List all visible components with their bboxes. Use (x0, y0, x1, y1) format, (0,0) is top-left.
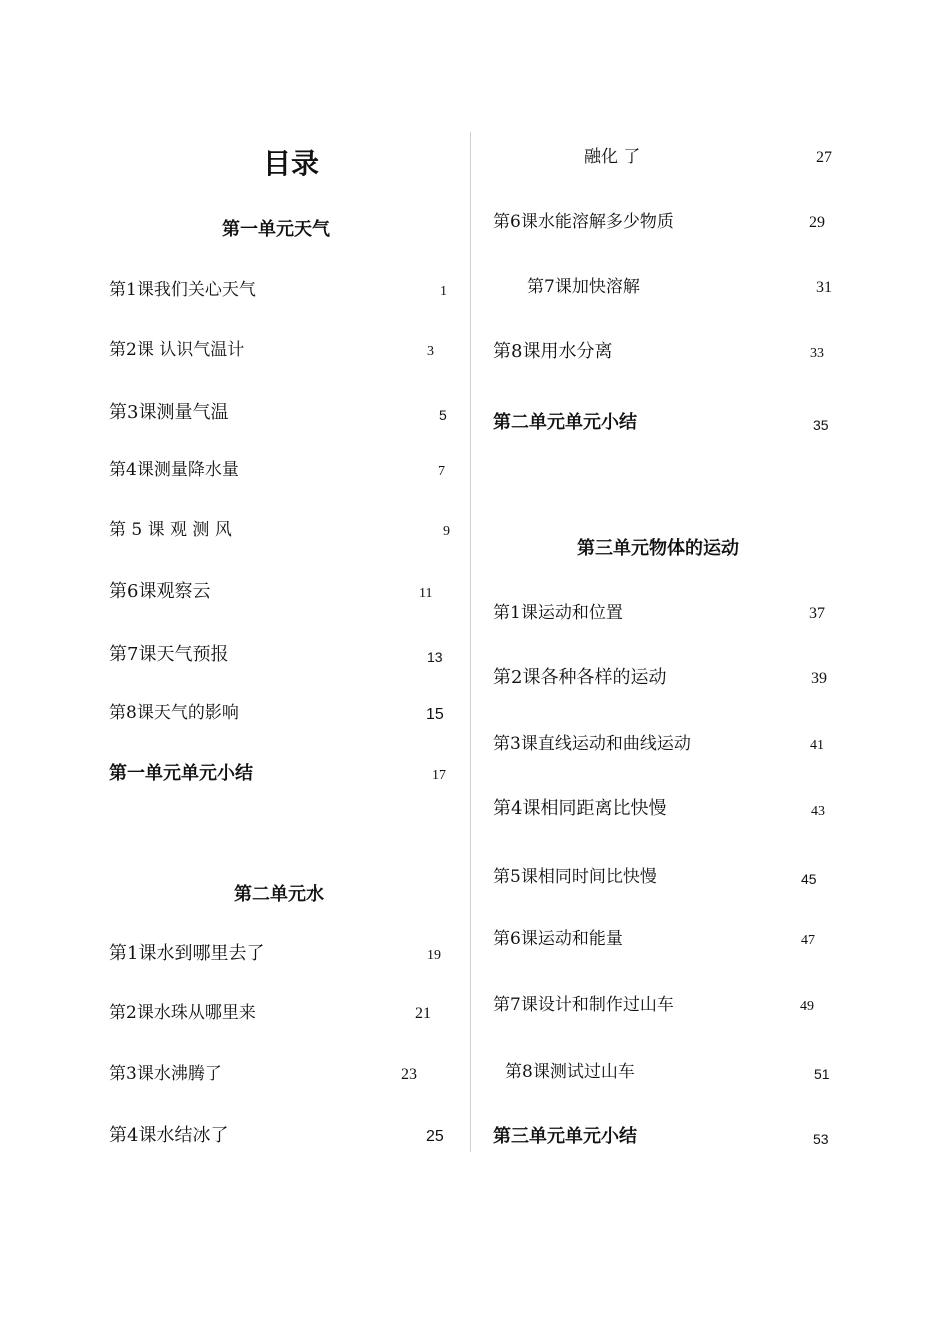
toc-item-label[interactable]: 第4课水结冰了 (109, 1125, 229, 1146)
toc-item-page: 29 (809, 214, 825, 231)
toc-item-label[interactable]: 第4课测量降水量 (109, 460, 239, 480)
toc-item-page: 27 (816, 149, 832, 166)
toc-item-label[interactable]: 第1课我们关心天气 (109, 280, 256, 300)
toc-item-label[interactable]: 第2课各种各样的运动 (493, 667, 667, 688)
toc-item-label[interactable]: 第7课加快溶解 (527, 277, 640, 297)
toc-item-label[interactable]: 第8课测试过山车 (505, 1062, 635, 1082)
toc-item-label[interactable]: 第7课设计和制作过山车 (493, 995, 674, 1015)
toc-item-page: 1 (440, 284, 447, 299)
toc-item-page: 11 (419, 586, 433, 601)
toc-item-label[interactable]: 第2课水珠从哪里来 (109, 1003, 256, 1023)
toc-item-label[interactable]: 第3课水沸腾了 (109, 1064, 222, 1084)
toc-item-label[interactable]: 第5课相同时间比快慢 (493, 867, 657, 887)
toc-item-page: 49 (800, 999, 814, 1014)
toc-item-label[interactable]: 第1课运动和位置 (493, 603, 623, 623)
unit-heading-2: 第二单元水 (234, 884, 324, 905)
toc-item-page: 19 (427, 948, 441, 963)
toc-item-page: 3 (427, 344, 434, 359)
toc-item-label[interactable]: 第 5 课 观 测 风 (109, 520, 232, 540)
toc-item-page: 41 (810, 738, 824, 753)
toc-item-label[interactable]: 第三单元单元小结 (493, 1126, 637, 1147)
toc-item-page: 15 (426, 706, 444, 723)
toc-item-page: 47 (801, 933, 815, 948)
toc-item-page: 23 (401, 1066, 417, 1083)
toc-item-page: 21 (415, 1005, 431, 1022)
column-divider (470, 132, 471, 1152)
toc-item-label[interactable]: 第4课相同距离比快慢 (493, 798, 667, 819)
toc-item-label[interactable]: 第二单元单元小结 (493, 412, 637, 433)
toc-item-label[interactable]: 第2课 认识气温计 (109, 340, 245, 360)
toc-item-page: 25 (426, 1128, 444, 1145)
toc-item-label[interactable]: 第3课直线运动和曲线运动 (493, 734, 691, 754)
toc-item-page: 13 (427, 649, 443, 665)
toc-item-label[interactable]: 第1课水到哪里去了 (109, 943, 265, 964)
toc-item-label[interactable]: 融化 了 (584, 147, 641, 167)
toc-item-label[interactable]: 第6课运动和能量 (493, 929, 623, 949)
toc-item-page: 9 (443, 524, 450, 539)
toc-item-page: 51 (814, 1066, 830, 1082)
toc-item-page: 45 (801, 871, 817, 887)
toc-item-page: 5 (439, 407, 447, 423)
page-title: 目录 (263, 147, 320, 180)
toc-item-page: 39 (811, 670, 827, 687)
toc-item-label[interactable]: 第6课水能溶解多少物质 (493, 212, 674, 232)
toc-item-label[interactable]: 第8课用水分离 (493, 341, 613, 362)
unit-heading-3: 第三单元物体的运动 (577, 538, 739, 559)
toc-item-label[interactable]: 第8课天气的影响 (109, 703, 239, 723)
toc-item-label[interactable]: 第7课天气预报 (109, 644, 229, 665)
toc-item-label[interactable]: 第6课观察云 (109, 581, 211, 602)
toc-item-page: 17 (432, 768, 446, 783)
toc-item-page: 31 (816, 279, 832, 296)
toc-item-page: 53 (813, 1131, 829, 1147)
unit-heading-1: 第一单元天气 (222, 219, 330, 240)
toc-item-page: 37 (809, 605, 825, 622)
toc-item-label[interactable]: 第3课测量气温 (109, 402, 229, 423)
toc-item-page: 35 (813, 417, 829, 433)
toc-item-page: 43 (811, 804, 825, 819)
toc-item-label[interactable]: 第一单元单元小结 (109, 763, 253, 784)
toc-item-page: 33 (810, 346, 824, 361)
toc-item-page: 7 (438, 464, 445, 479)
